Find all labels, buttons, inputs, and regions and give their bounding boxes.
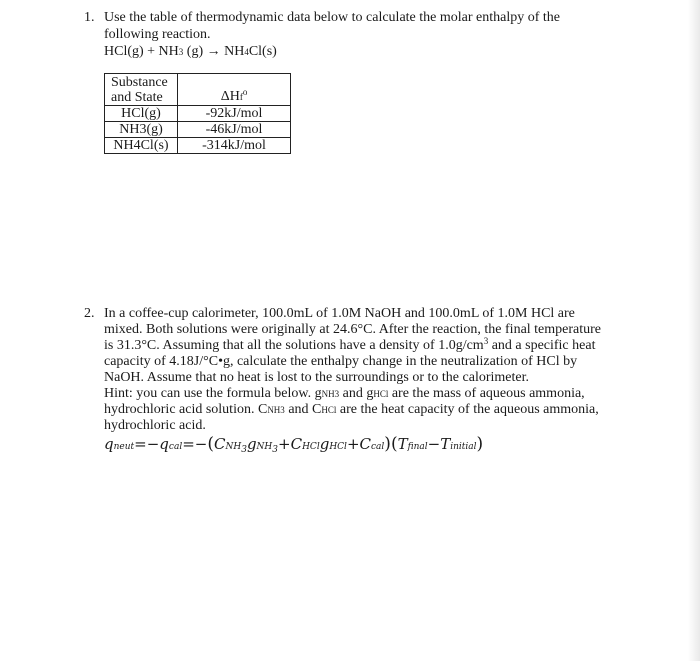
cell-substance: NH4Cl(s) [105,138,178,154]
question-2-line-5: NaOH. Assume that no heat is lost to the surroundings or to the calorimeter. [104,370,529,385]
cell-enthalpy: -92kJ/mol [178,106,291,122]
header-substance: Substance and State [105,74,178,106]
table-row [105,122,291,138]
reaction-equation: HCl(g) + NH3 (g) → NH4Cl(s) [104,44,277,59]
cell-substance: HCl(g) [105,106,178,122]
header-enthalpy: ΔHf$^o$ [178,74,291,106]
question-2-line-3: is 31.3°C. Assuming that all the solutions have a density of $1.0g/cm^3$ and a specific heat [104,336,596,353]
question-2-line-4: capacity of 4.18J/°C•g, calculate the enthalpy change in the neutralization of HCl by [104,354,578,369]
thermodynamic-data-table [104,73,291,154]
question-2-line-7: hydrochloric acid solution. CNH3 and CHCl are the heat capacity of the aqueous ammonia, [104,402,599,417]
cell-enthalpy: -46kJ/mol [178,122,291,138]
question-2-number: 2. [84,306,95,321]
question-2-line-8: hydrochloric acid. [104,418,206,433]
question-2-hint-line: Hint: you can use the formula below. gNH3 and gHCl are the mass of aqueous ammonia, [104,386,585,401]
cell-enthalpy: -314kJ/mol [178,138,291,154]
question-1-line-2: following reaction. [104,27,211,42]
table-header-row [105,74,291,106]
table-row [105,106,291,122]
question-2-line-2: mixed. Both solutions were originally at 24.6°C. After the reaction, the final temperature [104,322,602,337]
table-row [105,138,291,154]
cell-substance: NH3(g) [105,122,178,138]
question-1-number: 1. [84,10,95,25]
question-1-line-1: Use the table of thermodynamic data below to calculate the molar enthalpy of the [104,10,560,25]
enthalpy-formula: $qneut=-qcal=-(CNH_3gNH_3+CHClgHCl+Ccal)(Tfinal-Tinitial)$ [104,434,484,455]
question-2-line-1: In a coffee-cup calorimeter, 100.0mL of 1.0M NaOH and 100.0mL of 1.0M HCl are [104,306,575,321]
page-edge-shadow [688,0,700,661]
